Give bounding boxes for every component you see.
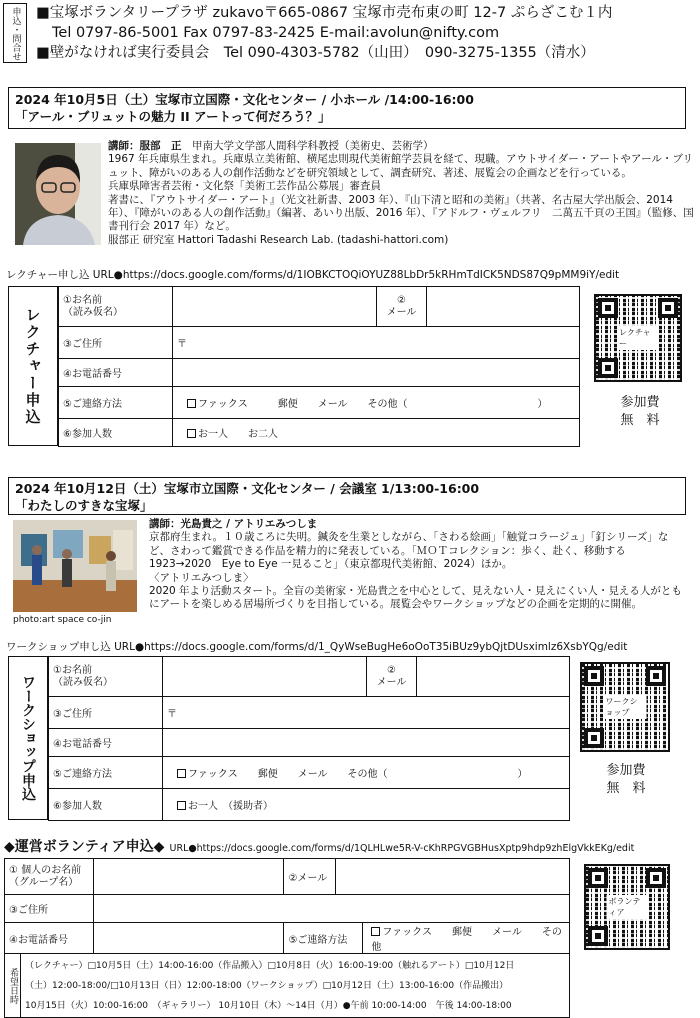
contact-line-3: ■壁がなければ実行委員会 Tel 090-4303-5782（山田） 090-3275-1355（清水） (36, 45, 595, 61)
checkbox-icon[interactable] (187, 399, 196, 408)
lecture-header (8, 87, 686, 129)
checkbox-icon[interactable] (371, 927, 380, 936)
workshop-qr-label: ワークショップ (604, 695, 647, 719)
lecture-form-contact-label: ⑤ご連絡方法 (59, 387, 173, 419)
lecture-form-address-label: ③ご住所 (59, 327, 173, 359)
volunteer-dates-line-3: 10月15日（火）10:00-16:00 （ギャラリー） 10月10日（木）～14日（月）●午前 10:00-14:00 午後 14:00-18:00 (25, 1000, 512, 1011)
volunteer-url-link[interactable]: https://docs.google.com/forms/d/1QLHLwe5R-V-cKhRPGVGBHusXptp9hdp9zhElgVkkEKg/edit (196, 843, 635, 854)
workshop-form-phone-input[interactable] (163, 729, 570, 757)
workshop-form-contact-options[interactable] (163, 757, 570, 789)
contact-line-1: ■宝塚ボランタリープラザ zukavo〒665-0867 宝塚市売布東の町 12-7 ぷらざこむ１内 (36, 5, 613, 21)
lecture-form-phone-input[interactable] (173, 359, 580, 387)
workshop-form-mail-label (367, 657, 417, 697)
lecture-form-contact-options[interactable] (173, 387, 580, 419)
lecture-form (58, 286, 580, 447)
volunteer-form-dates[interactable] (21, 954, 570, 1018)
lecture-qr-code[interactable] (594, 294, 682, 382)
workshop-form-people-label: ⑥参加人数 (49, 789, 163, 821)
qr-finder-icon (658, 298, 678, 318)
qr-finder-icon (588, 868, 608, 888)
qr-finder-icon (598, 298, 618, 318)
lecture-form-people-options[interactable] (173, 419, 580, 447)
lecture-form-mail-num: ② (397, 294, 406, 306)
workshop-url-row (6, 639, 627, 654)
qr-finder-icon (588, 926, 608, 946)
workshop-form (48, 656, 570, 821)
contact-block (36, 3, 612, 63)
volunteer-form (4, 858, 570, 1018)
contact-line-2: Tel 0797-86-5001 Fax 0797-83-2425 E-mail:avolun@nifty.com (52, 25, 500, 41)
workshop-form-mail-input[interactable] (417, 657, 570, 697)
checkbox-icon[interactable] (187, 429, 196, 438)
checkbox-icon[interactable] (177, 801, 186, 810)
volunteer-form-name-input[interactable] (94, 859, 284, 895)
lecture-form-mail-input[interactable] (427, 287, 580, 327)
lecture-form-title-box (8, 286, 58, 446)
contact-label: 申込・問合せ (10, 7, 21, 61)
volunteer-qr-code[interactable] (584, 864, 670, 950)
workshop-speaker-bio-2: 〈アトリエみつしま〉 (149, 571, 254, 584)
volunteer-qr-label: ボランティア (607, 895, 648, 919)
volunteer-form-contact-label: ⑤ご連絡方法 (284, 923, 363, 954)
workshop-form-contact-label: ⑤ご連絡方法 (49, 757, 163, 789)
volunteer-form-phone-input[interactable] (94, 923, 284, 954)
workshop-form-people-options[interactable] (163, 789, 570, 821)
workshop-speaker-bio: 京都府生まれ。１０歳ころに失明。鍼灸を生業としながら、「さわる絵画」「触覚コラージュ」「釘シリーズ」など、さわって鑑賞できる作品を精力的に発表している。「ＭＯＴコレクション：歩く、赴く、移動する 1923→2020 Eye to Eye 一見ること」（東京都現代美術館、2024）ほか。 (149, 531, 669, 571)
workshop-form-address-input[interactable]: 〒 (163, 697, 570, 729)
workshop-scene (13, 520, 137, 612)
qr-finder-icon (584, 728, 604, 748)
volunteer-dates-line-2: （土）12:00-18:00/□10月13日（日）12:00-18:00（ワークショップ）□10月12日（土）13:00-16:00（作品搬出） (25, 980, 509, 991)
volunteer-form-mail-label: ②メール (284, 859, 336, 895)
workshop-form-address-label: ③ご住所 (49, 697, 163, 729)
lecture-speaker (108, 140, 694, 247)
workshop-form-people-options-text: お一人 （援助者） (188, 801, 273, 812)
qr-finder-icon (598, 358, 618, 378)
speaker-portrait (15, 143, 101, 245)
workshop-form-title-box (8, 656, 48, 820)
workshop-photo (13, 520, 137, 612)
volunteer-url-label: URL● (169, 843, 197, 854)
workshop-form-mail-text: メール (376, 676, 407, 688)
volunteer-form-contact-options[interactable] (363, 923, 570, 954)
qr-finder-icon (646, 666, 666, 686)
lecture-speaker-bio: 1967 年兵庫県生まれ。兵庫県立美術館、横尾忠則現代美術館学芸員を経て、現職。アウトサイダー・アートやアール・ブリュット、障がいのある人の創作活動などを研究領域として、調査研究、著述、展覧会の企画などを行っている。 (108, 153, 693, 179)
checkbox-icon[interactable] (177, 769, 186, 778)
contact-label-box (3, 3, 27, 63)
workshop-title: 「わたしのすきな宝塚」 (15, 498, 153, 513)
lecture-form-mail-text: メール (386, 306, 417, 318)
lecture-form-people-label: ⑥参加人数 (59, 419, 173, 447)
lecture-form-phone-label: ④お電話番号 (59, 359, 173, 387)
lecture-form-address-input[interactable]: 〒 (173, 327, 580, 359)
lecture-date-venue: 2024 年10月5日（土）宝塚市立国際・文化センター / 小ホール /14:00-16:00 (15, 92, 474, 107)
lecture-form-people-options-text: お一人 お二人 (198, 429, 278, 440)
workshop-url-label: ワークショップ申し込 URL● (6, 641, 145, 653)
workshop-form-contact-options-text: ファックス 郵便 メール その他（ ） (188, 769, 528, 780)
lecture-url-row (6, 267, 619, 282)
lecture-form-name-input[interactable] (173, 287, 377, 327)
lecture-speaker-bio-2: 兵庫県障害者芸術・文化祭「美術工芸作品公募展」審査員 (108, 180, 381, 193)
lecture-url-label: レクチャー申し込 URL● (6, 269, 123, 281)
lecture-form-contact-options-text: ファックス 郵便 メール その他（ ） (198, 399, 548, 410)
volunteer-form-phone-label: ④お電話番号 (5, 923, 94, 954)
volunteer-form-dates-label: 希望日時 (8, 967, 18, 1004)
workshop-form-phone-label: ④お電話番号 (49, 729, 163, 757)
volunteer-form-mail-input[interactable] (336, 859, 570, 895)
workshop-date-venue: 2024 年10月12日（土）宝塚市立国際・文化センター / 会議室 1/13:00-16:00 (15, 481, 480, 496)
workshop-url-link[interactable]: https://docs.google.com/forms/d/1_QyWseBugHe6oOoT35iBUz9ybQjtDUsximlz6XsbYQg/edit (144, 641, 628, 653)
workshop-form-mail-num: ② (387, 664, 396, 676)
workshop-speaker (149, 518, 689, 612)
lecture-form-name-label: ①お名前 （読み仮名） (59, 287, 173, 327)
workshop-header (8, 477, 686, 515)
workshop-photo-credit: photo:art space co-jin (13, 615, 112, 625)
speaker-photo (15, 143, 101, 245)
volunteer-title: ◆運営ボランティア申込◆ (4, 839, 165, 855)
lecture-fee: 参加費 無 料 (620, 395, 660, 428)
volunteer-dates-line-1: （レクチャー）□10月5日（土）14:00-16:00（作品搬入）□10月8日（火）16:00-19:00（触れるアート）□10月12日 (25, 960, 515, 971)
workshop-speaker-name: 講師：光島貴之 / アトリエみつしま (149, 518, 318, 530)
workshop-form-name-input[interactable] (163, 657, 367, 697)
qr-finder-icon (584, 666, 604, 686)
lecture-speaker-affiliation: 甲南大学文学部人間科学科教授（美術史、芸術学） (192, 140, 434, 152)
workshop-qr-code[interactable] (580, 662, 670, 752)
lecture-speaker-name: 講師：服部 正 (108, 140, 182, 152)
volunteer-form-dates-label-cell (5, 954, 21, 1018)
lecture-form-title: レクチャー申込 (23, 306, 42, 426)
lecture-speaker-bio-3: 著書に、『アウトサイダー・アート』（光文社新書、2003 年）、『山下清と昭和の美術』（共著、名古屋大学出版会、2014 年）、『障がいのある人の創作活動』（編著、あいり出版、2016 年）、『アドルフ・ヴェルフリ 二萬五千頁の王国』（監修、国書刊行会 2017 年）など。 (108, 193, 694, 233)
volunteer-header (4, 836, 634, 856)
lecture-url-link[interactable]: https://docs.google.com/forms/d/1IOBKCTOQiOYUZ88LbDr5kRHmTdICK5NDS87Q9pMM9iY/edit (122, 269, 620, 281)
lecture-title: 「アール・ブリュットの魅力 II アートって何だろう？」 (15, 109, 331, 124)
lecture-speaker-lab: 服部正 研究室 Hattori Tadashi Research Lab. (tadashi-hattori.com) (108, 233, 449, 246)
workshop-form-name-label: ①お名前 （読み仮名） (49, 657, 163, 697)
workshop-fee: 参加費 無 料 (606, 763, 646, 796)
qr-finder-icon (646, 868, 666, 888)
volunteer-form-address-label: ③ご住所 (5, 895, 94, 923)
volunteer-form-name-label: ① 個人のお名前 （グループ名） (5, 859, 94, 895)
volunteer-form-address-input[interactable] (94, 895, 570, 923)
lecture-form-mail-label (377, 287, 427, 327)
workshop-form-title: ワークショップ申込 (20, 675, 36, 801)
volunteer-form-contact-options-text: ファックス 郵便 メール その他 (371, 927, 562, 953)
workshop-speaker-bio-3: 2020 年より活動スタート。全盲の美術家・光島貴之を中心として、見えない人・見えにくい人・見える人がともにアートを楽しめる居場所づくりを目指している。展覧会やワークショップなどの企画を定期的に開催。 (149, 585, 682, 611)
lecture-qr-label: レクチャー (617, 326, 659, 350)
